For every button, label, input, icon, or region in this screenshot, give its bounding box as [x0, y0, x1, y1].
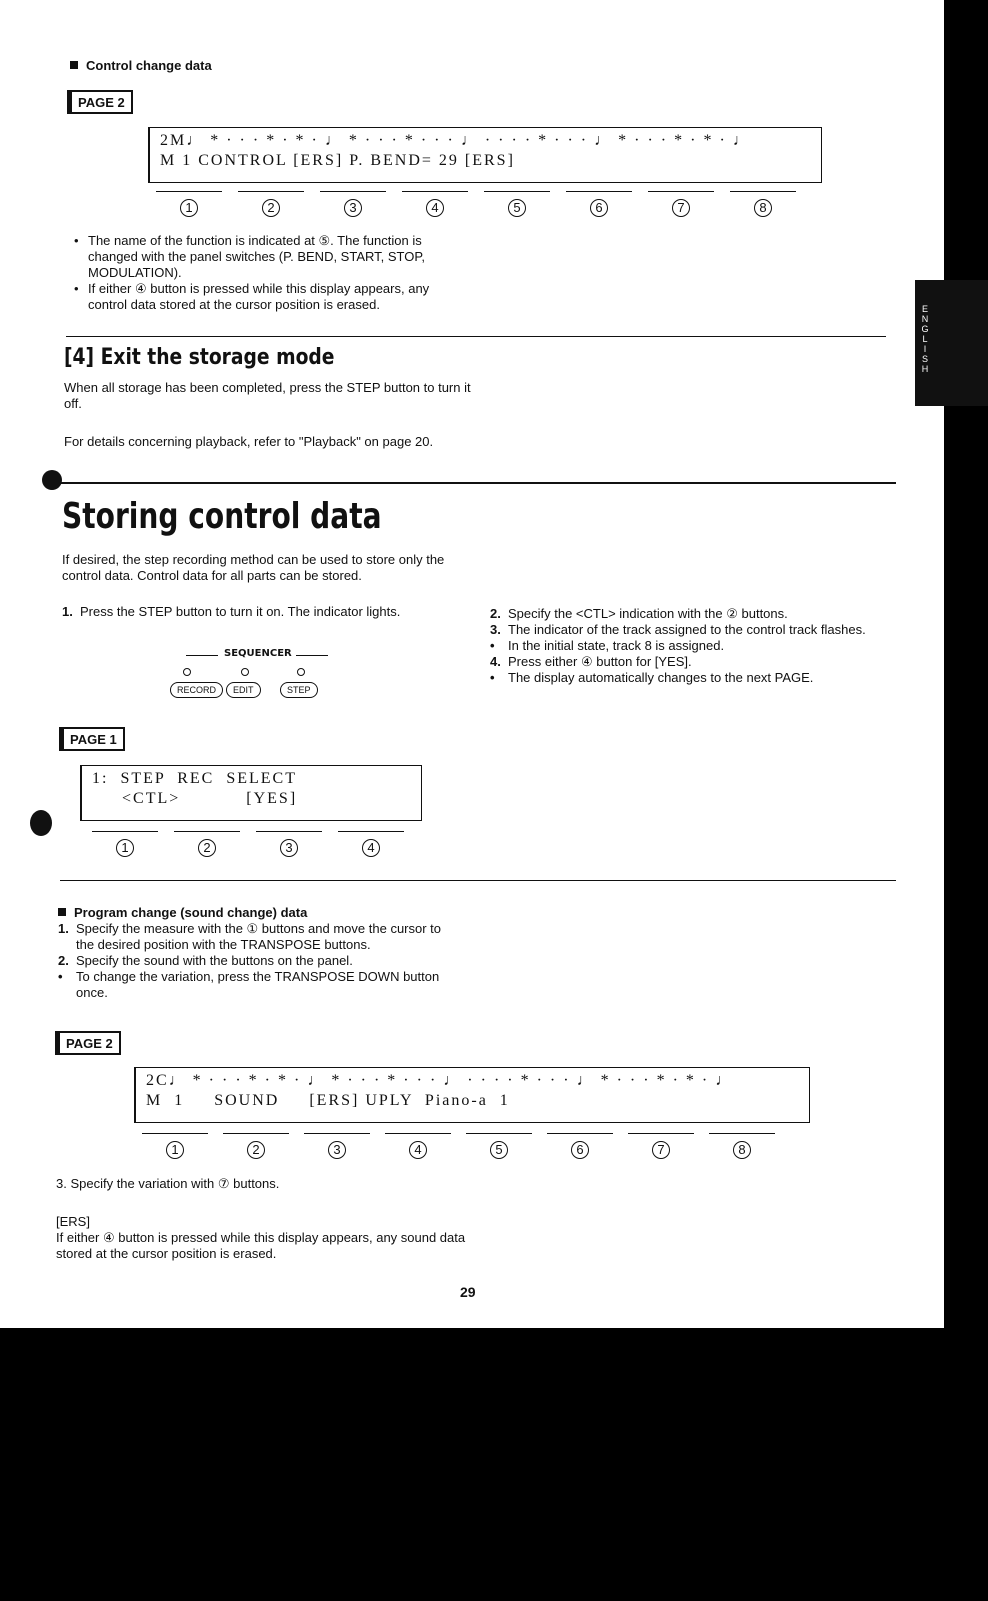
page-1-label: PAGE 1: [62, 727, 125, 751]
side-tab-label: E N G L I S H: [921, 304, 929, 374]
control-change-heading: Control change data: [70, 58, 212, 73]
callout-1: 1: [180, 199, 198, 217]
exit-mode-title: [4] Exit the storage mode: [64, 345, 335, 370]
callout-underline: [628, 1133, 694, 1134]
exit-mode-para-1: When all storage has been completed, press the STEP button to turn it off.: [64, 380, 471, 411]
storing-title: Storing control data: [62, 496, 382, 537]
sequencer-panel: [170, 648, 330, 708]
divider: [48, 482, 896, 484]
lcd-line-2: M 1 SOUND [ERS] UPLY Piano-a 1: [146, 1092, 510, 1109]
storing-step-item: [490, 638, 890, 654]
program-change-heading: Program change (sound change) data: [58, 905, 307, 920]
control-note-1: • The name of the function is indicated at ⑤. The function is changed with the panel switches (P. BEND, START, STOP, MODULATION).: [70, 233, 470, 281]
panel-line: [186, 655, 218, 656]
callout-underline: [402, 191, 468, 192]
storing-step-item: [490, 622, 890, 638]
page-2-label: PAGE 2: [70, 90, 133, 114]
page-dot: [30, 810, 52, 836]
lcd-line-1: 2M♩ * · · · * · * · ♩ * · · · * · · · ♩ · · · · * · · · ♩ * · · · * · * · ♩: [160, 132, 751, 149]
callout-2: 2: [198, 839, 216, 857]
item-text: To change the variation, press the TRANSPOSE DOWN button once.: [76, 969, 440, 1000]
item-marker: 3.: [490, 622, 501, 637]
callout-underline: [174, 831, 240, 832]
callout-underline: [338, 831, 404, 832]
program-step-item: [58, 921, 458, 953]
callout-underline: [223, 1133, 289, 1134]
control-lcd-display: [148, 127, 822, 183]
callout-underline: [648, 191, 714, 192]
callout-4: 4: [409, 1141, 427, 1159]
item-marker: •: [490, 638, 495, 653]
program-step-3: 3. Specify the variation with ⑦ buttons.: [56, 1176, 280, 1191]
exit-mode-para-2: For details concerning playback, refer to "Playback" on page 20.: [64, 434, 434, 449]
callout-4: 4: [362, 839, 380, 857]
callout-6: 6: [590, 199, 608, 217]
sound-lcd-display: [134, 1067, 810, 1123]
storing-step-1: 1. Press the STEP button to turn it on. The indicator lights.: [62, 604, 401, 619]
callout-3: 3: [328, 1141, 346, 1159]
lcd-line-1: 1: STEP REC SELECT: [92, 770, 297, 787]
sequencer-label: SEQUENCER: [224, 648, 292, 659]
page-number: 29: [460, 1284, 476, 1300]
callout-2: 2: [247, 1141, 265, 1159]
callout-3: 3: [280, 839, 298, 857]
ers-label: [ERS]: [56, 1214, 90, 1229]
storing-right-steps: [490, 606, 890, 686]
lcd-line-2: <CTL> [YES]: [92, 790, 298, 807]
control-notes: [70, 233, 470, 313]
item-text: Specify the <CTL> indication with the ② buttons.: [508, 606, 788, 621]
edit-led: [241, 668, 249, 676]
item-marker: •: [58, 969, 63, 984]
panel-line: [296, 655, 328, 656]
step-led: [297, 668, 305, 676]
item-marker: 2.: [58, 953, 69, 968]
ers-text: If either ④ button is pressed while this display appears, any sound data stored at the cursor position is erased.: [56, 1230, 466, 1261]
callout-underline: [304, 1133, 370, 1134]
callout-7: 7: [672, 199, 690, 217]
item-text: The display automatically changes to the next PAGE.: [508, 670, 814, 685]
item-marker: •: [490, 670, 495, 685]
callout-underline: [466, 1133, 532, 1134]
item-text: Press either ④ button for [YES].: [508, 654, 692, 669]
page-dot: [42, 470, 62, 490]
callout-underline: [320, 191, 386, 192]
program-step-item: [58, 969, 458, 1001]
callout-7: 7: [652, 1141, 670, 1159]
lcd-line-1: 2C♩ * · · · * · * · ♩ * · · · * · · · ♩ · · · · * · · · ♩ * · · · * · * · ♩: [146, 1072, 734, 1089]
callout-underline: [709, 1133, 775, 1134]
callout-underline: [385, 1133, 451, 1134]
callout-8: 8: [733, 1141, 751, 1159]
program-change-steps: [58, 921, 458, 1001]
callout-4: 4: [426, 199, 444, 217]
record-button[interactable]: RECORD: [170, 682, 223, 698]
item-text: Specify the measure with the ① buttons and move the cursor to the desired position with the TRANSPOSE buttons.: [76, 921, 442, 952]
item-text: Specify the sound with the buttons on the panel.: [76, 953, 353, 968]
callout-8: 8: [754, 199, 772, 217]
callout-1: 1: [166, 1141, 184, 1159]
page-2-label: PAGE 2: [58, 1031, 121, 1055]
storing-step-item: [490, 670, 890, 686]
storing-step-item: [490, 606, 890, 622]
callout-underline: [566, 191, 632, 192]
item-marker: 4.: [490, 654, 501, 669]
callout-3: 3: [344, 199, 362, 217]
storing-intro: If desired, the step recording method can be used to store only the control data. Control data for all parts can be stored.: [62, 552, 445, 583]
storing-step-item: [490, 654, 890, 670]
lcd-line-2: M 1 CONTROL [ERS] P. BEND= 29 [ERS]: [160, 152, 515, 169]
edit-button[interactable]: EDIT: [226, 682, 261, 698]
callout-underline: [484, 191, 550, 192]
item-text: The indicator of the track assigned to the control track flashes.: [508, 622, 866, 637]
callout-underline: [730, 191, 796, 192]
step-button[interactable]: STEP: [280, 682, 318, 698]
callout-underline: [547, 1133, 613, 1134]
callout-1: 1: [116, 839, 134, 857]
callout-underline: [92, 831, 158, 832]
divider: [66, 336, 886, 337]
record-led: [183, 668, 191, 676]
program-step-item: [58, 953, 458, 969]
callout-5: 5: [508, 199, 526, 217]
callout-underline: [142, 1133, 208, 1134]
step-rec-lcd-display: [80, 765, 422, 821]
callout-underline: [238, 191, 304, 192]
divider: [60, 880, 896, 881]
callout-6: 6: [571, 1141, 589, 1159]
callout-5: 5: [490, 1141, 508, 1159]
control-note-2: • If either ④ button is pressed while this display appears, any control data stored at the cursor position is erased.: [70, 281, 470, 313]
callout-underline: [156, 191, 222, 192]
item-text: In the initial state, track 8 is assigned.: [508, 638, 725, 653]
item-marker: 1.: [58, 921, 69, 936]
callout-underline: [256, 831, 322, 832]
callout-2: 2: [262, 199, 280, 217]
language-side-tab: [915, 280, 988, 406]
item-marker: 2.: [490, 606, 501, 621]
